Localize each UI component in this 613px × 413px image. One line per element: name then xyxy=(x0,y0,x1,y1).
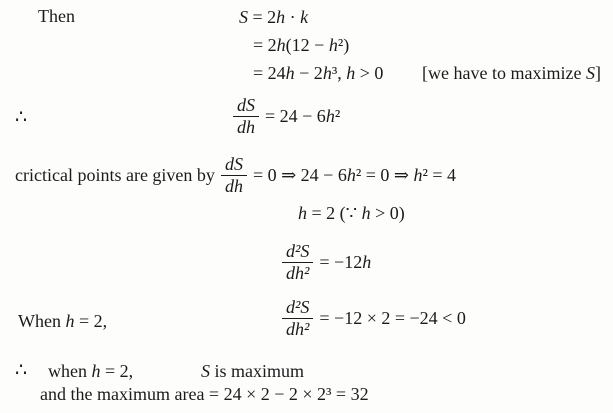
critical-points-label: crictical points are given by xyxy=(15,164,215,185)
fraction-denominator: dh² xyxy=(282,262,313,284)
fraction-numerator: d²S xyxy=(286,241,310,261)
fraction-numerator: dS xyxy=(237,95,255,115)
conclusion-s-maximum: S is maximum xyxy=(201,361,304,381)
maximize-note: [we have to maximize S] xyxy=(422,63,601,83)
equation-rhs: = −12h xyxy=(319,251,372,272)
equation-area-substituted: = 2h(12 − h²) xyxy=(253,35,350,55)
fraction-numerator: dS xyxy=(224,154,243,174)
equation-first-derivative xyxy=(233,95,340,137)
fraction-d2s-dh2 xyxy=(282,297,313,339)
fraction-ds-dh xyxy=(221,154,247,196)
fraction-numerator: d²S xyxy=(286,297,310,317)
equation-critical-points xyxy=(15,154,456,196)
equation-rhs: = 24 − 6h² xyxy=(265,105,341,126)
conclusion-when-label: when h = 2, xyxy=(48,361,134,381)
equation-h-value: h = 2 (∵ h > 0) xyxy=(298,203,405,223)
therefore-symbol-2: ∴ xyxy=(15,360,28,381)
maximum-area-line: and the maximum area = 24 × 2 − 2 × 2³ = 32 xyxy=(40,384,369,404)
fraction-denominator: dh xyxy=(221,175,247,197)
fraction-denominator: dh xyxy=(233,116,259,138)
fraction-denominator: dh² xyxy=(282,318,313,340)
equation-second-derivative-at-h2 xyxy=(282,297,466,339)
equation-rhs: = −12 × 2 = −24 < 0 xyxy=(319,307,466,328)
therefore-symbol-1: ∴ xyxy=(15,107,28,128)
equation-second-derivative xyxy=(282,241,371,283)
fraction-ds-dh xyxy=(233,95,259,137)
then-label: Then xyxy=(38,6,75,26)
fraction-d2s-dh2 xyxy=(282,241,313,283)
equation-area-expanded: = 24h − 2h³, h > 0 xyxy=(253,63,384,83)
equation-rhs: = 0 ⇒ 24 − 6h² = 0 ⇒ h² = 4 xyxy=(252,164,457,185)
equation-area-definition: S = 2h · k xyxy=(239,7,309,27)
when-h2-label: When h = 2, xyxy=(18,311,108,331)
